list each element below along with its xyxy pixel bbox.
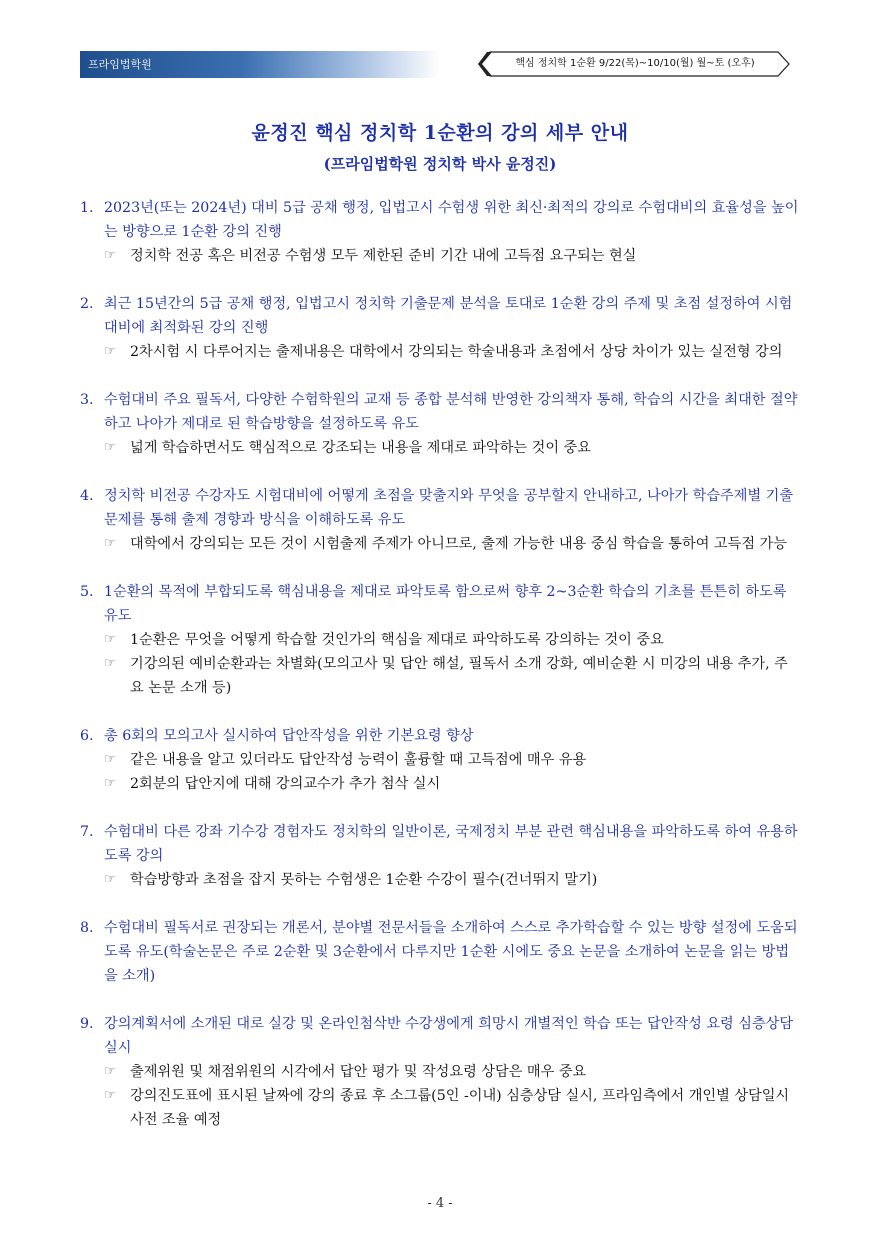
section-item	[80, 1012, 800, 1132]
note-text: 1순환은 무엇을 어떻게 학습할 것인가의 핵심을 제대로 파악하도록 강의하는 것이 중요	[130, 632, 664, 648]
section-note	[80, 628, 800, 652]
pointing-hand-icon: ☞	[104, 344, 116, 359]
note-text: 넓게 학습하면서도 핵심적으로 강조되는 내용을 제대로 파악하는 것이 중요	[130, 440, 591, 456]
section-text: 수험대비 주요 필독서, 다양한 수험학원의 교재 등 종합 분석해 반영한 강의책자 통해, 학습의 시간을 최대한 절약하고 나아가 제대로 된 학습방향을 설정하도록 유도	[104, 392, 798, 432]
section-heading	[80, 484, 800, 532]
page-title: 윤정진 핵심 정치학 1순환의 강의 세부 안내	[251, 122, 629, 144]
section-note	[80, 772, 800, 796]
header-course-tag	[478, 51, 790, 77]
section-note	[80, 436, 800, 460]
section-note	[80, 1084, 800, 1132]
section-heading	[80, 388, 800, 436]
header-academy-label: 프라임법학원	[80, 51, 440, 78]
note-text: 정치학 전공 혹은 비전공 수험생 모두 제한된 준비 기간 내에 고득점 요구되는 현실	[130, 248, 637, 264]
pointing-hand-icon: ☞	[104, 1064, 116, 1079]
pointing-hand-icon: ☞	[104, 248, 116, 263]
note-text: 대학에서 강의되는 모든 것이 시험출제 주제가 아니므로, 출제 가능한 내용 중심 학습을 통하여 고득점 가능	[130, 536, 787, 552]
section-text: 수험대비 다른 강좌 기수강 경험자도 정치학의 일반이론, 국제정치 부분 관련 핵심내용을 파악하도록 하여 유용하도록 강의	[104, 824, 798, 864]
section-text: 2023년(또는 2024년) 대비 5급 공채 행정, 입법고시 수험생 위한 최신·최적의 강의로 수험대비의 효율성을 높이는 방향으로 1순환 강의 진행	[104, 200, 799, 240]
section-item	[80, 196, 800, 268]
section-number: 5.	[80, 584, 94, 600]
pointing-hand-icon: ☞	[104, 872, 116, 887]
section-number: 1.	[80, 200, 94, 216]
note-text: 기강의된 예비순환과는 차별화(모의고사 및 답안 해설, 필독서 소개 강화, 예비순환 시 미강의 내용 추가, 주요 논문 소개 등)	[130, 656, 788, 696]
section-heading	[80, 724, 800, 748]
note-text: 학습방향과 초점을 잡지 못하는 수험생은 1순환 수강이 필수(건너뛰지 말기)	[130, 872, 598, 888]
section-text: 강의계획서에 소개된 대로 실강 및 온라인첨삭반 수강생에게 희망시 개별적인 학습 또는 답안작성 요령 심층상담 실시	[104, 1016, 794, 1056]
section-text: 총 6회의 모의고사 실시하여 답안작성을 위한 기본요령 향상	[104, 728, 474, 744]
note-text: 강의진도표에 표시된 날짜에 강의 종료 후 소그룹(5인 -이내) 심층상담 실시, 프라임측에서 개인별 상담일시 사전 조율 예정	[130, 1088, 790, 1128]
section-number: 3.	[80, 392, 94, 408]
section-item	[80, 388, 800, 460]
section-number: 7.	[80, 824, 94, 840]
section-text: 수험대비 필독서로 권장되는 개론서, 분야별 전문서들을 소개하여 스스로 추가학습할 수 있는 방향 설정에 도움되도록 유도(학술논문은 주로 2순환 및 3순환에서 다루지만 1순환 시에도 중요 논문을 소개하여 논문을 읽는 방법을 소개)	[104, 920, 798, 984]
section-item	[80, 580, 800, 700]
section-heading	[80, 916, 800, 988]
note-text: 같은 내용을 알고 있더라도 답안작성 능력이 훌륭할 때 고득점에 매우 유용	[130, 752, 587, 768]
guide-sections	[80, 196, 800, 1156]
pointing-hand-icon: ☞	[104, 632, 116, 647]
pointing-hand-icon: ☞	[104, 536, 116, 551]
section-text: 1순환의 목적에 부합되도록 핵심내용을 제대로 파악토록 함으로써 향후 2~3순환 학습의 기초를 튼튼히 하도록 유도	[104, 584, 787, 624]
section-note	[80, 652, 800, 700]
section-note	[80, 244, 800, 268]
section-number: 2.	[80, 296, 94, 312]
section-item	[80, 820, 800, 892]
section-text: 정치학 비전공 수강자도 시험대비에 어떻게 초점을 맞출지와 무엇을 공부할지 안내하고, 나아가 학습주제별 기출문제를 통해 출제 경향과 방식을 이해하도록 유도	[104, 488, 794, 528]
section-heading	[80, 1012, 800, 1060]
note-text: 2회분의 답안지에 대해 강의교수가 추가 첨삭 실시	[130, 776, 441, 792]
section-text: 최근 15년간의 5급 공채 행정, 입법고시 정치학 기출문제 분석을 토대로 1순환 강의 주제 및 초점 설정하여 시험대비에 최적화된 강의 진행	[104, 296, 793, 336]
section-note	[80, 340, 800, 364]
section-item	[80, 916, 800, 988]
pointing-hand-icon: ☞	[104, 656, 116, 671]
section-heading	[80, 292, 800, 340]
note-text: 출제위원 및 채점위원의 시각에서 답안 평가 및 작성요령 상담은 매우 중요	[130, 1064, 587, 1080]
pointing-hand-icon: ☞	[104, 1088, 116, 1103]
pointing-hand-icon: ☞	[104, 440, 116, 455]
note-text: 2차시험 시 다루어지는 출제내용은 대학에서 강의되는 학술내용과 초점에서 상당 차이가 있는 실전형 강의	[130, 344, 783, 360]
pointing-hand-icon: ☞	[104, 776, 116, 791]
course-schedule-text: 핵심 정치학 1순환 9/22(목)~10/10(월) 월~토 (오후)	[515, 58, 755, 69]
section-number: 9.	[80, 1016, 94, 1032]
section-item	[80, 724, 800, 796]
section-number: 6.	[80, 728, 94, 744]
page-number: - 4 -	[427, 1196, 453, 1211]
pointing-hand-icon: ☞	[104, 752, 116, 767]
section-note	[80, 868, 800, 892]
section-number: 4.	[80, 488, 94, 504]
section-heading	[80, 196, 800, 244]
section-item	[80, 484, 800, 556]
section-heading	[80, 820, 800, 868]
section-item	[80, 292, 800, 364]
page-subtitle: (프라임법학원 정치학 박사 윤정진)	[323, 155, 557, 173]
section-number: 8.	[80, 920, 94, 936]
section-heading	[80, 580, 800, 628]
section-note	[80, 748, 800, 772]
section-note	[80, 532, 800, 556]
section-note	[80, 1060, 800, 1084]
